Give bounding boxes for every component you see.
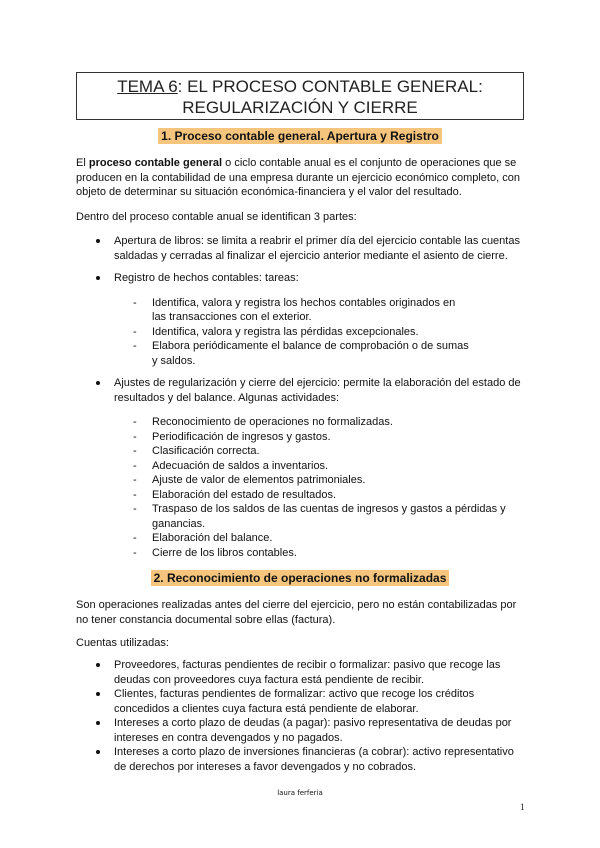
document-title [76,72,524,120]
section-2-intro: Son operaciones realizadas antes del cierre del ejercicio, pero no están contabilizadas por no tener constancia documental sobre ellas (factura). [76,599,517,626]
list-item: - Adecuación de saldos a inventarios. [114,459,526,474]
registro-list [76,271,526,372]
list-item-registro: Registro de hechos contables: tareas: - Identifica, valora y registra los hechos contables originados en las transacciones con el exterior. - Identifica, valora y registra las pérdidas excepcionales. - Elabora periódicamente el balance de comprobación o de sumas y saldos. [76,271,526,368]
section-1-heading: 1. Proceso contable general. Apertura y Registro [0,128,600,145]
list-item: - Traspaso de los saldos de las cuentas de ingresos y gastos a pérdidas y ganancias. [114,502,526,531]
cuentas-label: Cuentas utilizadas: [76,637,169,649]
list-item: - Elaboración del balance. [114,531,526,546]
list-item-ajustes: Ajustes de regularización y cierre del ejercicio: permite la elaboración del estado de resultados y del balance. Algunas actividades: - Reconocimiento de operaciones no formalizadas. - Periodificación de ingresos y gastos. - Clasificación correcta. - Adecuación de saldos a inventarios. - Ajuste de valor de elementos patrimoniales. - Elaboración del estado de resultados. - Traspaso de los saldos de las cuentas de ingresos y gastos a pérdidas y ganancias. - Elaboración del balance. - Cierre de los libros contables. [76,376,526,560]
cuentas-list [76,658,526,774]
list-item: - Identifica, valora y registra los hechos contables originados en las transacciones con el exterior. [114,296,526,325]
title-rest: : EL PROCESO CONTABLE GENERAL: [177,77,483,96]
list-item: Intereses a corto plazo de inversiones financieras (a cobrar): activo representativo de derechos por intereses a favor devengados y no cobrados. [76,745,526,774]
list-item: - Reconocimiento de operaciones no formalizadas. [114,415,526,430]
section-2-heading: 2. Reconocimiento de operaciones no formalizadas [0,570,600,587]
ajustes-tasks [114,415,526,560]
section-1-intro: El proceso contable general o ciclo contable anual es el conjunto de operaciones que se producen en la contabilidad de una empresa durante un ejercicio económico completo, con objeto de determinar su situación económica-financiera y el valor del resultado. [76,157,520,198]
list-item: Proveedores, facturas pendientes de recibir o formalizar: pasivo que recoge las deudas con proveedores cuya factura está pendiente de recibir. [76,658,526,687]
intro-bold-term: proceso contable general [88,157,223,169]
registro-tasks [114,296,526,369]
list-item: Intereses a corto plazo de deudas (a pagar): pasivo representativa de deudas por intereses en contra devengados y no pagados. [76,716,526,745]
footer-author: laura ferferia [277,789,323,797]
title-line-2: REGULARIZACIÓN Y CIERRE [182,98,418,117]
list-item: - Clasificación correcta. [114,444,526,459]
title-tema: TEMA 6 [117,77,178,96]
list-item: - Periodificación de ingresos y gastos. [114,430,526,445]
ajustes-list [76,376,526,564]
list-item: - Elabora periódicamente el balance de comprobación o de sumas y saldos. [114,339,526,368]
list-item: - Ajuste de valor de elementos patrimoniales. [114,473,526,488]
parts-intro: Dentro del proceso contable anual se identifican 3 partes: [76,211,357,223]
list-item: - Elaboración del estado de resultados. [114,488,526,503]
list-item-apertura: Apertura de libros: se limita a reabrir el primer día del ejercicio contable las cuentas saldadas y cerradas al finalizar el ejercicio anterior mediante el asiento de cierre. [76,234,526,263]
list-item: Clientes, facturas pendientes de formalizar: activo que recoge los créditos concedidos a clientes cuya factura está pendiente de elaborar. [76,687,526,716]
parts-list [76,234,526,267]
list-item: - Identifica, valora y registra las pérdidas excepcionales. [114,325,526,340]
list-item: - Cierre de los libros contables. [114,546,526,561]
page-number: 1 [520,802,525,812]
title-line-1 [77,76,523,97]
